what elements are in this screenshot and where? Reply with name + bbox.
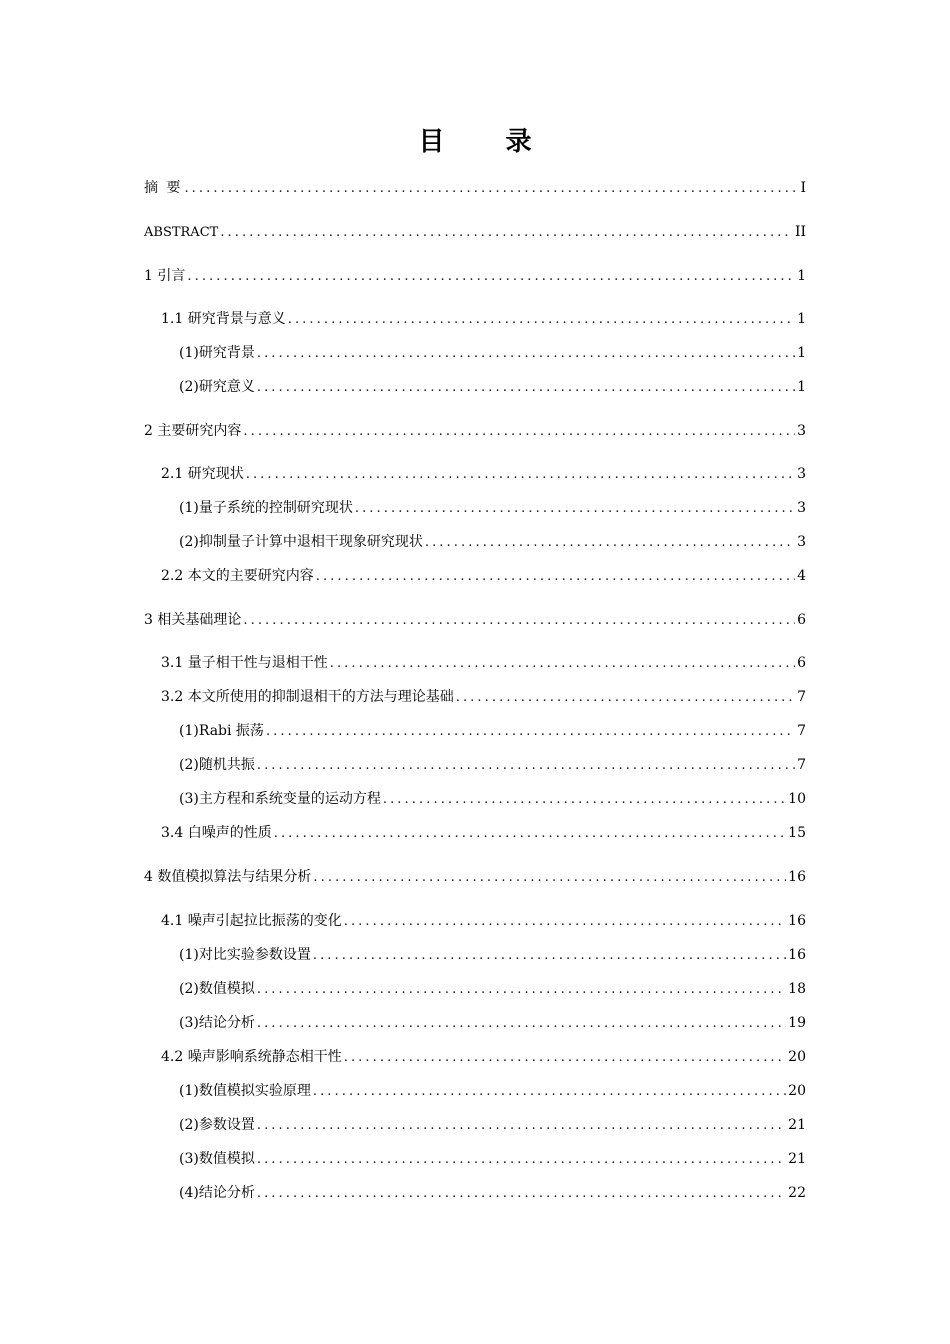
dot-leader (257, 979, 786, 1001)
toc-entry-section-4-2 (161, 1046, 806, 1068)
toc-entry-page: 20 (788, 1049, 806, 1065)
toc-entry-page: 1 (797, 379, 806, 395)
toc-entry-subsection (179, 1012, 806, 1034)
toc-entry-chapter-2 (144, 420, 806, 442)
toc-entry-page: 6 (797, 612, 806, 628)
toc-entry-chapter-3 (144, 609, 806, 631)
toc-entry-label: 2 主要研究内容 (144, 423, 242, 439)
toc-entry-page: 1 (797, 268, 806, 284)
dot-leader (257, 1115, 786, 1137)
dot-leader (246, 464, 795, 486)
toc-entry-label: 2.2 本文的主要研究内容 (161, 568, 314, 584)
toc-entry-page: 3 (797, 466, 806, 482)
toc-entry-label: (1)研究背景 (179, 345, 255, 361)
toc-entry-page: 7 (797, 689, 806, 705)
toc-entry-label: 3 相关基础理论 (144, 612, 242, 628)
toc-entry-abstract-cn (144, 177, 806, 199)
toc-entry-page: 21 (788, 1117, 806, 1133)
toc-entry-page: 16 (788, 869, 806, 885)
toc-entry-label: (1)数值模拟实验原理 (179, 1083, 311, 1099)
dot-leader (243, 610, 795, 632)
dot-leader (187, 266, 795, 288)
dot-leader (257, 1013, 786, 1035)
toc-entry-section-1-1 (161, 308, 806, 330)
toc-entry-page: II (794, 224, 806, 240)
toc-entry-page: 20 (788, 1083, 806, 1099)
toc-entry-label: (2)研究意义 (179, 379, 255, 395)
dot-leader (355, 498, 795, 520)
toc-entry-label: 3.2 本文所使用的抑制退相干的方法与理论基础 (161, 689, 454, 705)
dot-leader (344, 911, 786, 933)
toc-entry-section-3-4 (161, 822, 806, 844)
toc-entry-label: 2.1 研究现状 (161, 466, 244, 482)
toc-entry-label: (1)Rabi 振荡 (179, 723, 264, 739)
toc-entry-label: (3)主方程和系统变量的运动方程 (179, 791, 381, 807)
dot-leader (266, 721, 795, 743)
toc-entry-label: (2)数值模拟 (179, 981, 255, 997)
page-title: 目 录 (418, 127, 558, 157)
toc-entry-page: 15 (788, 825, 806, 841)
dot-leader (257, 1149, 786, 1171)
toc-entry-page: I (800, 180, 806, 196)
toc-entry-label: 4.1 噪声引起拉比振荡的变化 (161, 913, 342, 929)
toc-entry-page: 22 (788, 1185, 806, 1201)
toc-entry-page: 6 (797, 655, 806, 671)
toc-entry-page: 7 (797, 723, 806, 739)
toc-entry-chapter-1 (144, 265, 806, 287)
dot-leader (313, 945, 786, 967)
toc-entry-subsection (179, 342, 806, 364)
dot-leader (425, 532, 795, 554)
toc-entry-section-3-2 (161, 686, 806, 708)
dot-leader (257, 343, 795, 365)
toc-entry-label: 3.1 量子相干性与退相干性 (161, 655, 328, 671)
toc-entry-page: 16 (788, 913, 806, 929)
toc-entry-label: 1 引言 (144, 268, 186, 284)
toc-entry-subsection (179, 1114, 806, 1136)
toc-entry-abstract-en (144, 221, 806, 243)
toc-entry-label: (1)对比实验参数设置 (179, 947, 311, 963)
toc-entry-page: 10 (788, 791, 806, 807)
toc-entry-subsection (179, 978, 806, 1000)
dot-leader (313, 1081, 786, 1103)
dot-leader (220, 222, 793, 244)
toc-entry-label: ABSTRACT (144, 225, 219, 240)
toc-entry-label: (2)参数设置 (179, 1117, 255, 1133)
toc-entry-label: (4)结论分析 (179, 1185, 255, 1201)
dot-leader (274, 823, 786, 845)
toc-entry-section-3-1 (161, 652, 806, 674)
toc-entry-section-4-1 (161, 910, 806, 932)
toc-entry-subsection (179, 531, 806, 553)
toc-entry-subsection (179, 754, 806, 776)
toc-entry-page: 3 (797, 534, 806, 550)
toc-entry-page: 4 (797, 568, 806, 584)
toc-entry-subsection (179, 788, 806, 810)
toc-entry-label: (3)数值模拟 (179, 1151, 255, 1167)
toc-entry-page: 1 (797, 311, 806, 327)
toc-entry-label: (2)抑制量子计算中退相干现象研究现状 (179, 534, 423, 550)
toc-entry-label: 摘 要 (144, 180, 183, 196)
toc-entry-chapter-4 (144, 866, 806, 888)
dot-leader (344, 1047, 786, 1069)
dot-leader (316, 566, 795, 588)
dot-leader (257, 1183, 786, 1205)
toc-entry-page: 3 (797, 423, 806, 439)
toc-entry-label: 4.2 噪声影响系统静态相干性 (161, 1049, 342, 1065)
toc-entry-page: 3 (797, 500, 806, 516)
dot-leader (313, 867, 786, 889)
dot-leader (257, 377, 795, 399)
dot-leader (383, 789, 786, 811)
dot-leader (288, 309, 795, 331)
toc-entry-label: 1.1 研究背景与意义 (161, 311, 286, 327)
toc-entry-page: 19 (788, 1015, 806, 1031)
toc-entry-page: 21 (788, 1151, 806, 1167)
dot-leader (257, 755, 795, 777)
toc-entry-subsection (179, 944, 806, 966)
toc-entry-section-2-2 (161, 565, 806, 587)
dot-leader (184, 178, 798, 200)
dot-leader (330, 653, 795, 675)
toc-entry-subsection (179, 1080, 806, 1102)
toc-entry-subsection (179, 1148, 806, 1170)
toc-entry-page: 16 (788, 947, 806, 963)
toc-entry-page: 7 (797, 757, 806, 773)
dot-leader (456, 687, 795, 709)
toc-entry-label: (1)量子系统的控制研究现状 (179, 500, 353, 516)
toc-entry-label: (2)随机共振 (179, 757, 255, 773)
toc-entry-page: 18 (788, 981, 806, 997)
toc-entry-page: 1 (797, 345, 806, 361)
toc-entry-label: (3)结论分析 (179, 1015, 255, 1031)
toc-entry-label: 3.4 白噪声的性质 (161, 825, 272, 841)
toc-entry-subsection (179, 720, 806, 742)
dot-leader (243, 421, 795, 443)
toc-entry-label: 4 数值模拟算法与结果分析 (144, 869, 312, 885)
toc-entry-section-2-1 (161, 463, 806, 485)
toc-entry-subsection (179, 497, 806, 519)
toc-entry-subsection (179, 1182, 806, 1204)
toc-entry-subsection (179, 376, 806, 398)
